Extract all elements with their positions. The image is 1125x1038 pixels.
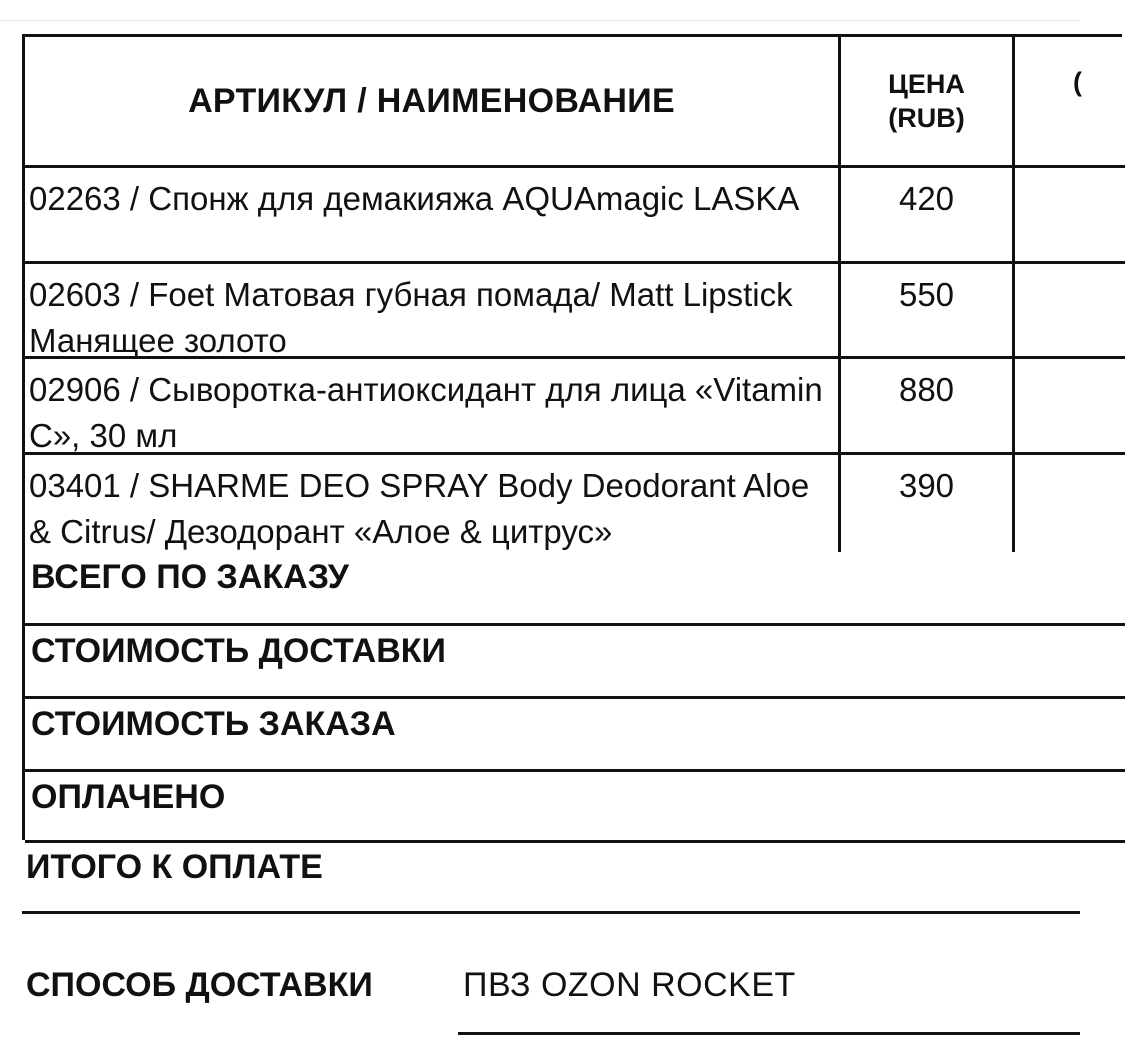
price-header-line2: (RUB) (888, 103, 965, 133)
table-row (25, 359, 1125, 455)
delivery-method-value: ПВЗ OZON ROCKET (463, 966, 796, 1004)
column-header-extra-text: ( (1073, 67, 1082, 97)
delivery-method-divider (458, 1032, 1080, 1035)
item-name: 02603 / Foet Матовая губная помада/ Matt Lipstick Манящее золото (25, 264, 841, 356)
table-row (25, 455, 1125, 552)
item-price: 880 (841, 359, 1015, 452)
item-name: 02263 / Спонж для демакияжа AQUAmagic LASKA (25, 168, 841, 261)
table-header-row (25, 37, 1125, 168)
delivery-method-label: СПОСОБ ДОСТАВКИ (26, 966, 373, 1004)
paid-row: ОПЛАЧЕНО (25, 772, 1125, 843)
total-to-pay-label: ИТОГО К ОПЛАТЕ (26, 848, 323, 886)
item-price: 550 (841, 264, 1015, 356)
column-header-name: АРТИКУЛ / НАИМЕНОВАНИЕ (25, 37, 841, 165)
item-name: 03401 / SHARME DEO SPRAY Body Deodorant Aloe & Citrus/ Дезодорант «Алое & цитрус» (25, 455, 841, 552)
column-header-price (841, 37, 1015, 165)
price-header-line1: ЦЕНА (888, 69, 965, 99)
item-price: 420 (841, 168, 1015, 261)
order-cost-row: СТОИМОСТЬ ЗАКАЗА (25, 699, 1125, 772)
item-extra-cell (1015, 359, 1125, 452)
top-divider (0, 20, 1080, 21)
table-row (25, 264, 1125, 359)
item-name: 02906 / Сыворотка-антиоксидант для лица «Vitamin C», 30 мл (25, 359, 841, 452)
table-row (25, 168, 1125, 264)
item-price: 390 (841, 455, 1015, 552)
item-extra-cell (1015, 264, 1125, 356)
item-extra-cell (1015, 455, 1125, 552)
item-extra-cell (1015, 168, 1125, 261)
order-table (22, 34, 1122, 840)
total-order-row: ВСЕГО ПО ЗАКАЗУ (25, 552, 1125, 626)
total-to-pay-divider (22, 911, 1080, 914)
column-header-extra (1015, 37, 1125, 165)
delivery-cost-row: СТОИМОСТЬ ДОСТАВКИ (25, 626, 1125, 699)
